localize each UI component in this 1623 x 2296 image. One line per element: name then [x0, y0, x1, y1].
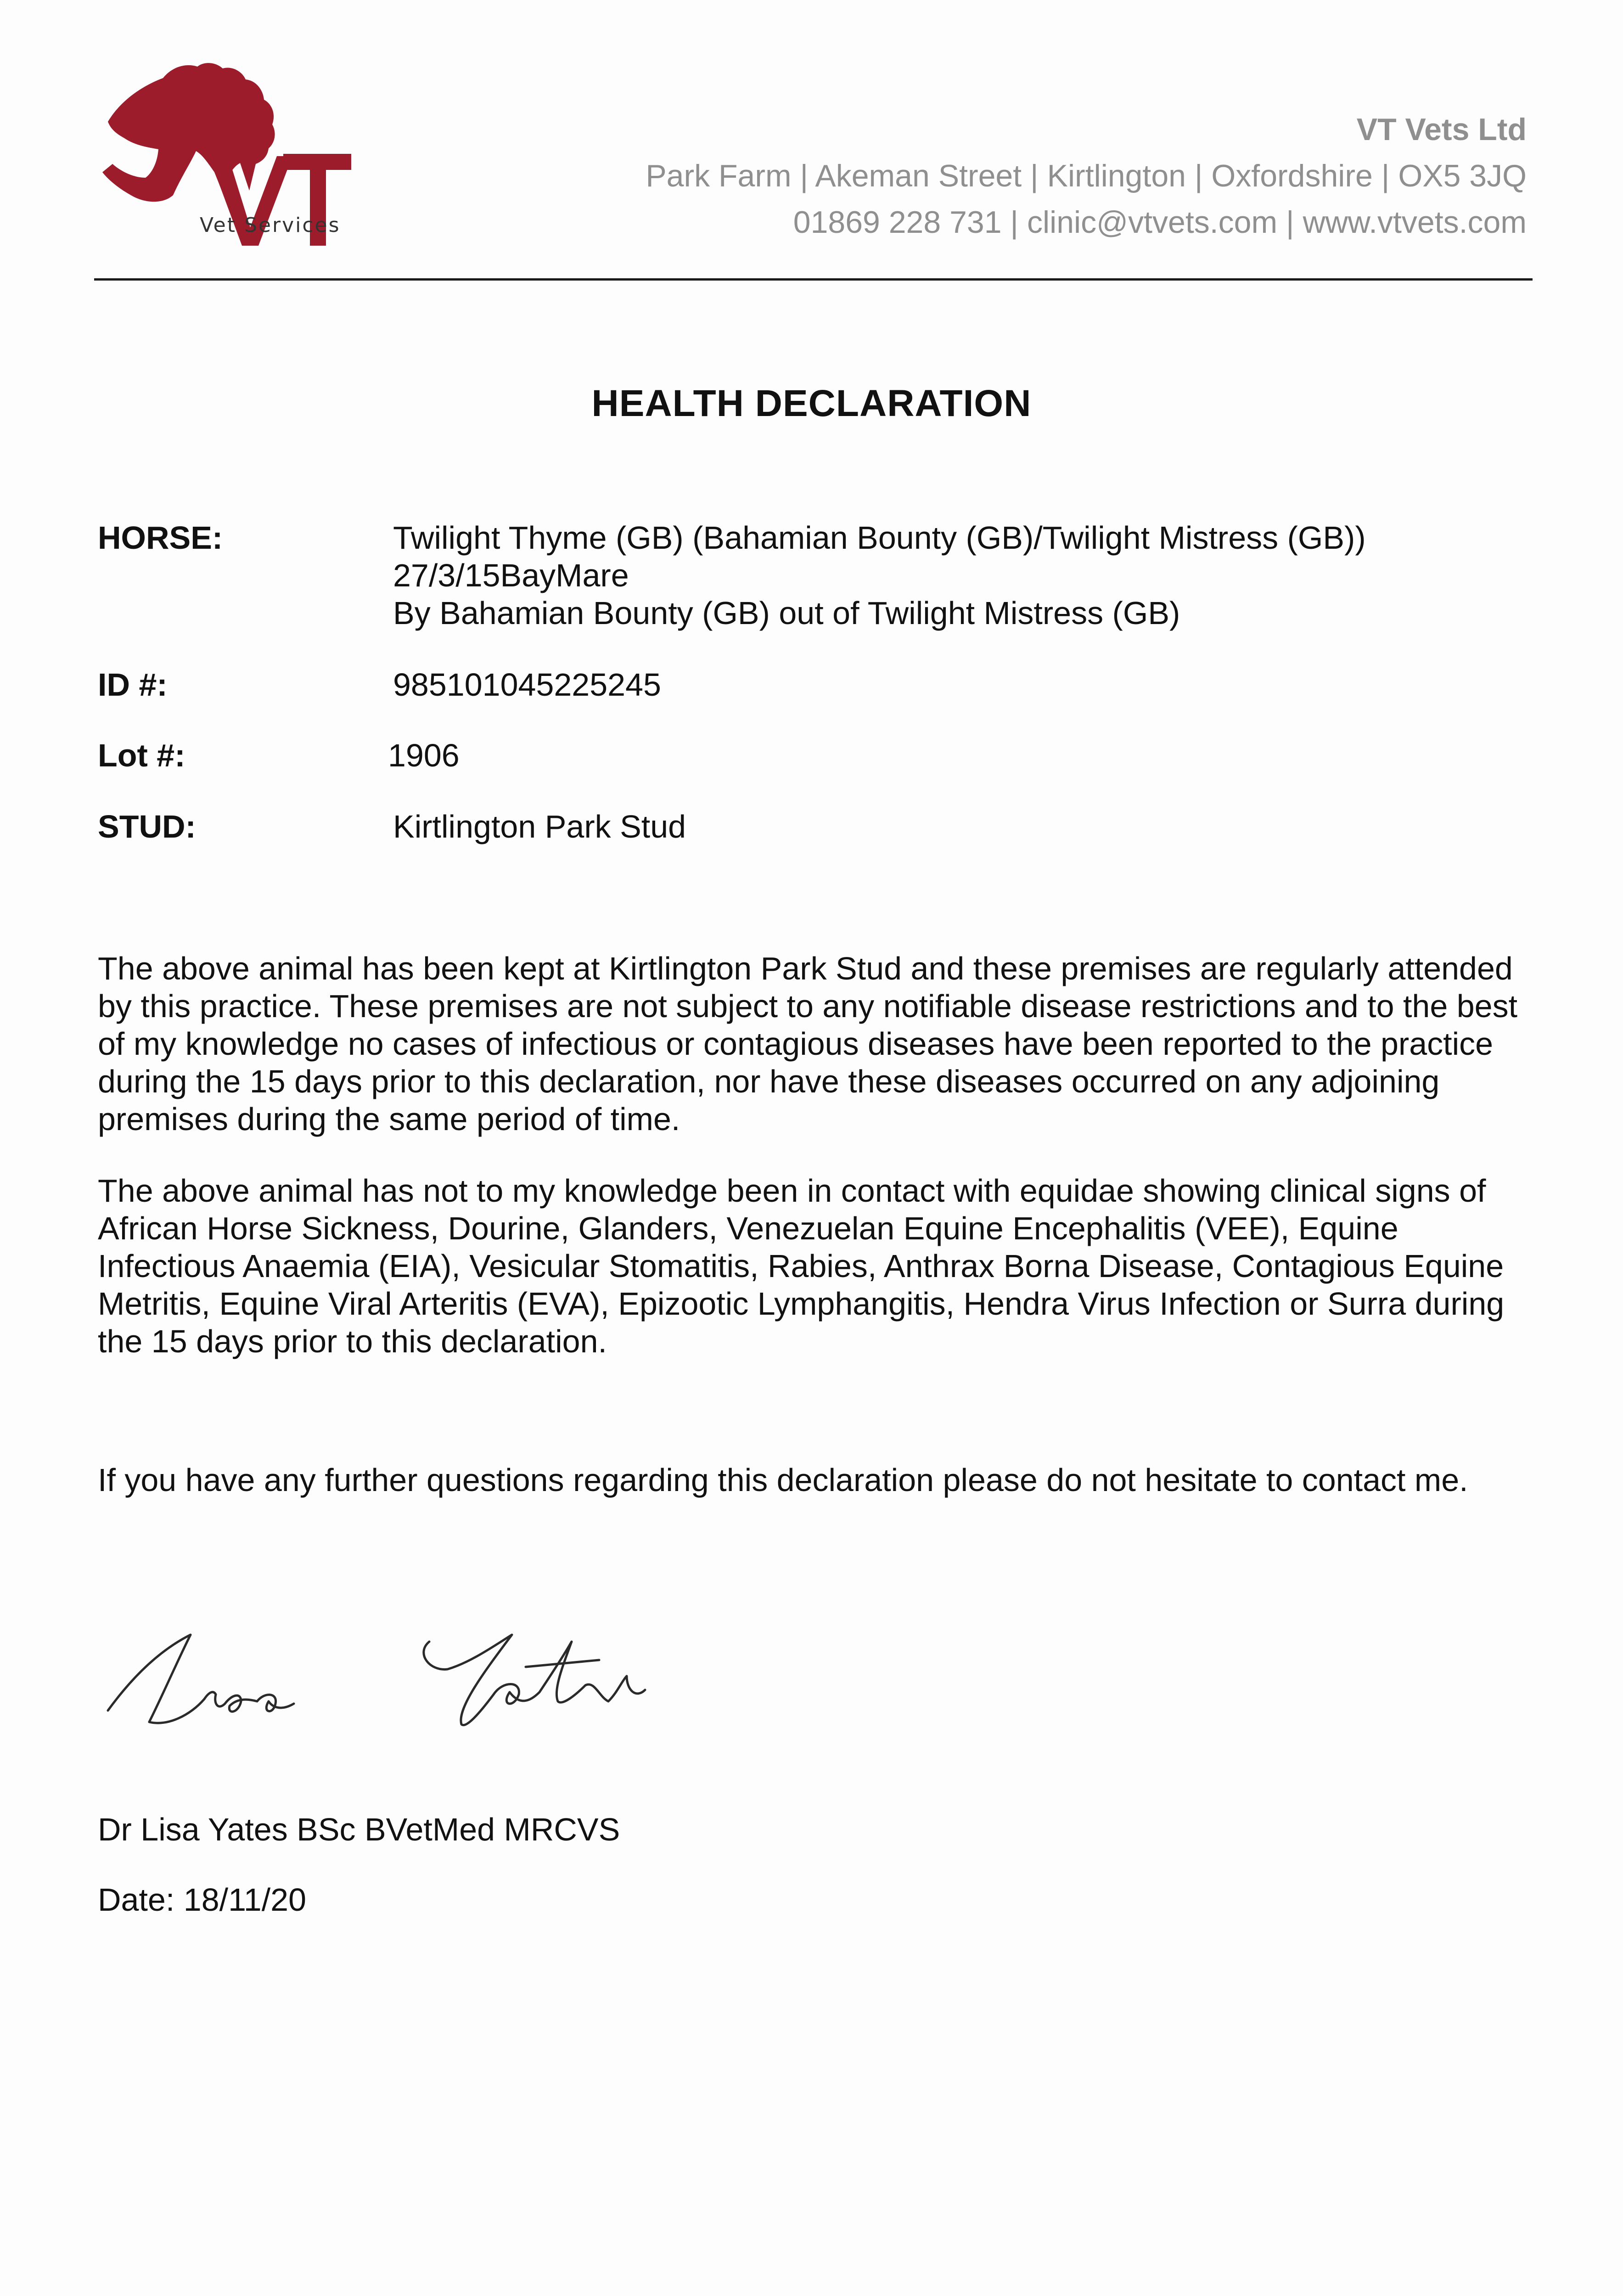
handwritten-signature-icon	[99, 1616, 719, 1754]
company-header	[646, 107, 1527, 246]
stud-value: Kirtlington Park Stud	[393, 809, 686, 844]
declaration-paragraph-2: The above animal has not to my knowledge been in contact with equidae showing clinical signs of African Horse Sickness, Dourine, Glanders, Venezuelan Equine Encephalitis (VEE), Equine Infectious Anaemia (EIA), Vesicular Stomatitis, Rabies, Anthrax Borna Disease, Contagious Equine Metritis, Equine Viral Arteritis (EVA), Epizootic Lymphangitis, Hendra Virus Infection or Surra during the 15 days prior to this declaration.	[98, 1173, 1505, 1359]
logo-tagline: Vet Services	[200, 214, 341, 237]
signature	[99, 1616, 719, 1754]
stud-label: STUD:	[98, 809, 196, 844]
sig-letter-y	[424, 1635, 512, 1725]
closing-sentence: If you have any further questions regarding this declaration please do not hesitate to contact me.	[98, 1462, 1468, 1498]
document-title: HEALTH DECLARATION	[591, 383, 1032, 424]
id-label: ID #:	[98, 667, 168, 703]
sig-letter-l	[108, 1635, 204, 1723]
horse-name-line: Twilight Thyme (GB) (Bahamian Bounty (GB)/Twilight Mistress (GB))	[393, 520, 1366, 556]
company-address: Park Farm | Akeman Street | Kirtlington | Oxfordshire | OX5 3JQ	[646, 158, 1527, 193]
horse-head-shape	[102, 63, 275, 202]
horse-pedigree-line: By Bahamian Bounty (GB) out of Twilight Mistress (GB)	[393, 595, 1180, 631]
signatory-name: Dr Lisa Yates BSc BVetMed MRCVS	[98, 1812, 620, 1847]
company-logo	[94, 57, 351, 250]
horse-birth-line: 27/3/15BayMare	[393, 557, 629, 593]
company-contact: 01869 228 731 | clinic@vtvets.com | www.vtvets.com	[793, 205, 1527, 240]
company-name: VT Vets Ltd	[1356, 112, 1527, 147]
horse-label: HORSE:	[98, 520, 223, 556]
lot-value: 1906	[388, 737, 460, 773]
header-divider	[94, 278, 1533, 281]
lot-label: Lot #:	[98, 737, 185, 773]
horse-head-logo-icon	[94, 57, 351, 250]
horse-value	[393, 519, 1366, 632]
declaration-paragraph-1: The above animal has been kept at Kirtlington Park Stud and these premises are regularly attended by this practice. These premises are not subject to any notifiable disease restrictions and to the best of my knowledge no cases of infectious or contagious diseases have been reported to the practice during the 15 days prior to this declaration, nor have these diseases occurred on any adjoining premises during the same period of time.	[98, 951, 1518, 1137]
declaration-date: Date: 18/11/20	[98, 1882, 307, 1918]
id-value: 985101045225245	[393, 667, 661, 703]
sig-letters-ates	[494, 1642, 645, 1704]
sig-letters-isa	[204, 1692, 294, 1712]
